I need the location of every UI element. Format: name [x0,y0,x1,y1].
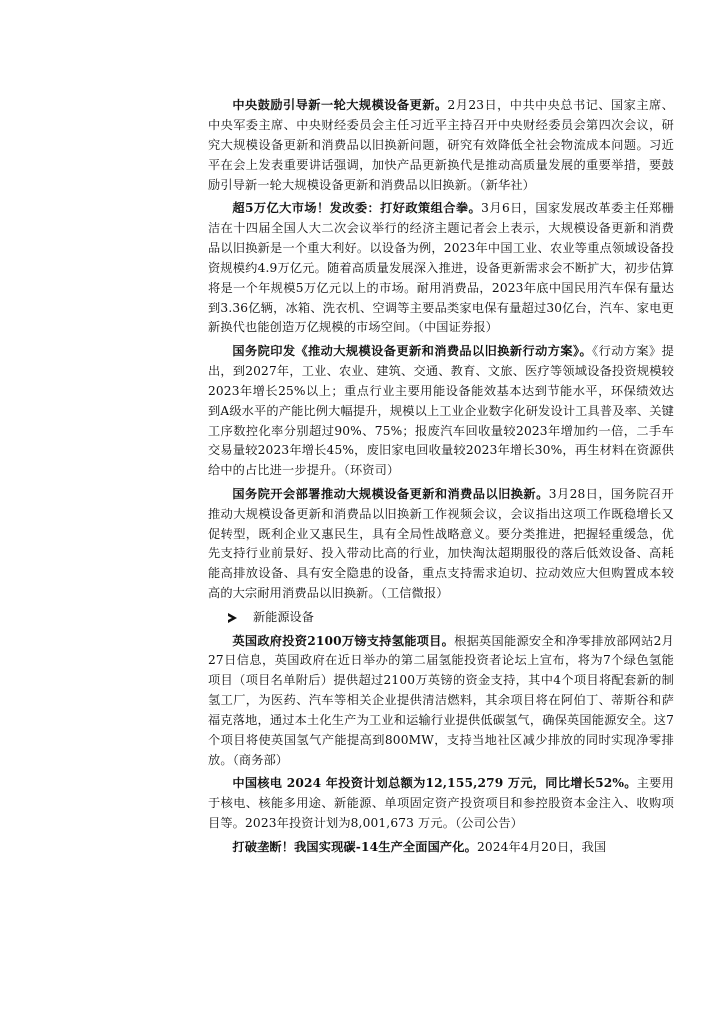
news-paragraph-6 [208,774,674,834]
paragraph-body: 3月28日，国务院召开推动大规模设备更新和消费品以旧换新工作视频会议，会议指出这项工作既稳增长又促转型，既利企业又惠民生，具有全局性战略意义。要分类推进，把握轻重缓急，优先支持行业前景好、投入带动比高的行业，加快淘汰超期服役的落后低效设备、高耗能高排放设备、具有安全隐患的设备，重点支持需求迫切、拉动效应大但购置成本较高的大宗耐用消费品以旧换新。（工信微报） [208,486,674,601]
paragraph-headline: 国务院开会部署推动大规模设备更新和消费品以旧换新。 [232,486,549,501]
news-paragraph-4 [208,485,674,604]
section-label: 新能源设备 [253,609,314,624]
section-heading [208,608,674,628]
paragraph-body: 2024年4月20日，我国 [476,839,607,854]
news-paragraph-7 [208,838,674,858]
news-paragraph-5 [208,632,674,771]
paragraph-headline: 中央鼓励引导新一轮大规模设备更新。 [232,98,448,112]
arrow-bullet-icon [228,613,237,623]
paragraph-body: 主要用于核电、核能多用途、新能源、单项固定资产投资项目和参控股资本金注入、收购项目等。2023年投资计划为8,001,673 万元。（公司公告） [208,776,674,831]
document-page [208,96,674,861]
news-paragraph-2 [208,199,674,338]
paragraph-body: 3月6日，国家发展改革委主任郑栅洁在十四届全国人大二次会议举行的经济主题记者会上表示，大规模设备更新和消费品以旧换新是一个重大利好。以设备为例，2023年中国工业、农业等重点领域设备投资规模约4.9万亿元。随着高质量发展深入推进，设备更新需求会不断扩大，初步估算将是一个年规模5万亿元以上的市场。耐用消费品，2023年底中国民用汽车保有量达到3.36亿辆，冰箱、洗衣机、空调等主要品类家电保有量超过30亿台，汽车、家电更新换代也能创造万亿规模的市场空间。（中国证券报） [208,201,674,335]
paragraph-body: 根据英国能源安全和净零排放部网站2月27日信息，英国政府在近日举办的第二届氢能投资者论坛上宣布，将为7个绿色氢能项目（项目名单附后）提供超过2100万英镑的资金支持，其中4个项目将配套新的制氢工厂，为医药、汽车等相关企业提供清洁燃料，其余项目将在阿伯丁、蒂斯谷和萨福克落地，通过本土化生产为工业和运输行业提供低碳氢气，确保英国能源安全。这7个项目将使英国氢气产能提高到800MW，支持当地社区减少排放的同时实现净零排放。（商务部） [208,633,674,767]
paragraph-headline: 国务院印发《推动大规模设备更新和消费品以旧换新行动方案》。 [232,343,593,358]
news-paragraph-3 [208,342,674,481]
paragraph-body: 《行动方案》提出，到2027年，工业、农业、建筑、交通、教育、文旅、医疗等领域设备投资规模较2023年增长25%以上；重点行业主要用能设备能效基本达到节能水平，环保绩效达到A级水平的产能比例大幅提升，规模以上工业企业数字化研发设计工具普及率、关键工序数控化率分别超过90%、75%；报废汽车回收量较2023年增加约一倍，二手车交易量较2023年增长45%，废旧家电回收量较2023年增长30%，再生材料在资源供给中的占比进一步提升。（环资司） [208,343,674,478]
paragraph-headline: 英国政府投资2100万镑支持氢能项目。 [232,633,455,648]
paragraph-headline: 中国核电 2024 年投资计划总额为12,155,279 万元，同比增长52%。 [232,776,637,791]
paragraph-body: 2月23日，中共中央总书记、国家主席、中央军委主席、中央财经委员会主任习近平主持召开中央财经委员会第四次会议，研究大规模设备更新和消费品以旧换新问题，研究有效降低全社会物流成本问题。习近平在会上发表重要讲话强调，加快产品更新换代是推动高质量发展的重要举措，要鼓励引导新一轮大规模设备更新和消费品以旧换新。（新华社） [208,98,674,192]
paragraph-headline: 超5万亿大市场！发改委：打好政策组合拳。 [232,201,482,216]
news-paragraph-1 [208,96,674,196]
paragraph-headline: 打破垄断！我国实现碳-14生产全面国产化。 [232,839,477,854]
